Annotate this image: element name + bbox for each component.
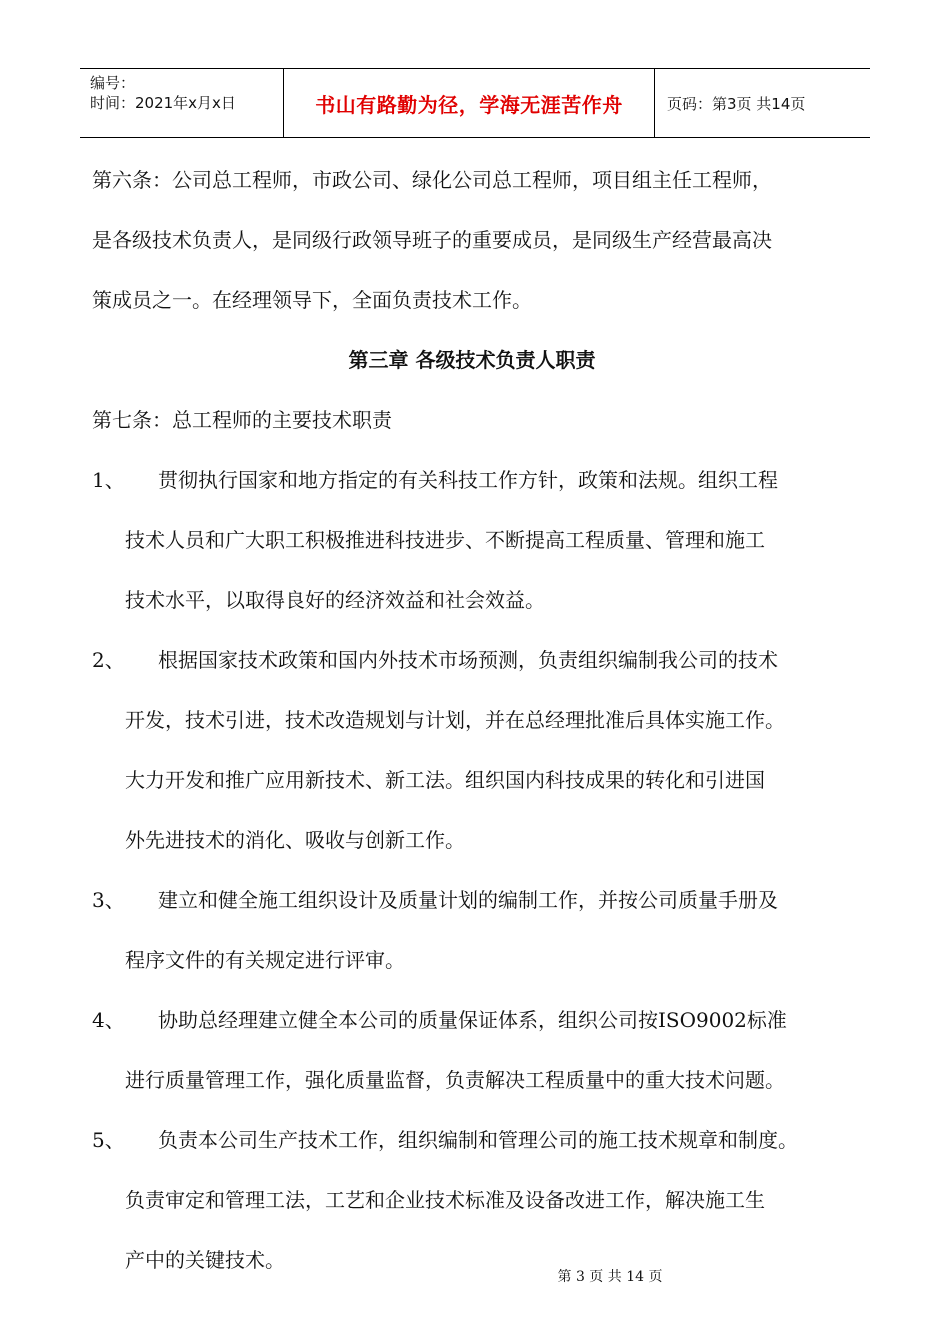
article-6-line-3: 策成员之一。在经理领导下，全面负责技术工作。 — [92, 288, 532, 312]
list-item-continuation: 程序文件的有关规定进行评审。 — [125, 948, 405, 972]
document-date: 时间：2021年x月x日 — [90, 94, 236, 112]
list-item-number: 5、 — [92, 1128, 125, 1152]
header-motto: 书山有路勤为径，学海无涯苦作舟 — [315, 92, 623, 117]
article-6-line-1: 第六条：公司总工程师，市政公司、绿化公司总工程师，项目组主任工程师， — [92, 168, 772, 192]
list-item — [92, 1110, 872, 1170]
header-page-info: 页码：第3页 共14页 — [667, 94, 806, 113]
list-item-text: 贯彻执行国家和地方指定的有关科技工作方针，政策和法规。组织工程 — [158, 468, 778, 492]
list-item-number: 1、 — [92, 468, 125, 492]
list-item-text: 协助总经理建立健全本公司的质量保证体系，组织公司按ISO9002标准 — [158, 1008, 787, 1032]
list-item-continuation: 产中的关键技术。 — [125, 1248, 285, 1272]
list-item-number: 4、 — [92, 1008, 125, 1032]
document-number-label: 编号： — [90, 74, 136, 92]
list-item-continuation: 进行质量管理工作，强化质量监督，负责解决工程质量中的重大技术问题。 — [125, 1068, 785, 1092]
list-item-text: 负责本公司生产技术工作，组织编制和管理公司的施工技术规章和制度。 — [158, 1128, 798, 1152]
list-item-text: 建立和健全施工组织设计及质量计划的编制工作，并按公司质量手册及 — [158, 888, 778, 912]
list-item-number: 2、 — [92, 648, 125, 672]
header-page-cell — [655, 69, 870, 137]
chapter-title: 第三章 各级技术负责人职责 — [348, 348, 596, 372]
list-item-number: 3、 — [92, 888, 125, 912]
document-body — [92, 150, 872, 1290]
list-item-continuation: 技术水平，以取得良好的经济效益和社会效益。 — [125, 588, 545, 612]
list-item-continuation: 负责审定和管理工法，工艺和企业技术标准及设备改进工作，解决施工生 — [125, 1188, 765, 1212]
page-header — [80, 68, 870, 138]
list-item — [92, 990, 872, 1050]
page-footer — [0, 1266, 950, 1286]
list-item — [92, 870, 872, 930]
list-item — [92, 630, 872, 690]
header-left-cell — [80, 69, 283, 137]
list-item-continuation: 大力开发和推广应用新技术、新工法。组织国内科技成果的转化和引进国 — [125, 768, 765, 792]
header-motto-cell — [283, 69, 655, 137]
article-6-line-2: 是各级技术负责人，是同级行政领导班子的重要成员，是同级生产经营最高决 — [92, 228, 772, 252]
list-item-continuation: 外先进技术的消化、吸收与创新工作。 — [125, 828, 465, 852]
list-item — [92, 450, 872, 510]
footer-page-number: 第 3 页 共 14 页 — [557, 1269, 663, 1285]
article-7-title: 第七条：总工程师的主要技术职责 — [92, 408, 392, 432]
list-item-text: 根据国家技术政策和国内外技术市场预测，负责组织编制我公司的技术 — [158, 648, 778, 672]
list-item-continuation: 开发，技术引进，技术改造规划与计划，并在总经理批准后具体实施工作。 — [125, 708, 785, 732]
list-item-continuation: 技术人员和广大职工积极推进科技进步、不断提高工程质量、管理和施工 — [125, 528, 765, 552]
